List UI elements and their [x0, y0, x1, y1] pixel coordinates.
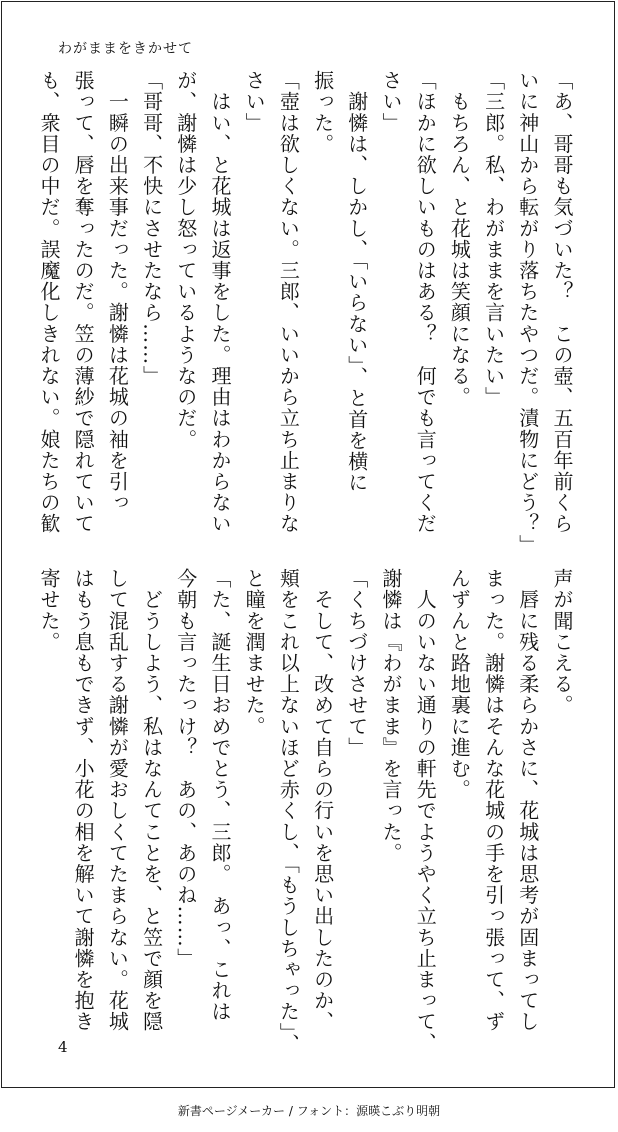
body-text-upper: 「あ、哥哥も気づいた？ この壺、五百年前くら いに神山から転がり落ちたやつだ。漬物にどう？」 「三郎。私、わがままを言いたい」 もちろん、と花城は笑顔になる。 「ほかに欲しいものはある？ 何でも言ってくだ さい」 謝憐は、しかし、「いらない」、と首を横に 振った。 「壺は欲しくない。三郎、いいから立ち止まりな さい」 はい、と花城は返事をした。理由はわからない が、謝憐は少し怒っているようなのだ。 「哥哥、不快にさせたなら……」 一瞬の出来事だった。謝憐は花城の袖を引っ 張って、唇を奪ったのだ。笠の薄紗で隠れていて も、衆目の中だ。誤魔化しきれない。娘たちの歓: [36, 70, 574, 556]
body-text-lower: 声が聞こえる。 唇に残る柔らかさに、花城は思考が固まってし まった。謝憐はそんな花城の手を引っ張って、ず んずんと路地裏に進む。 人のいない通りの軒先でようやく立ち止まって、 謝憐は『わがまま』を言った。 「くちづけさせて」 そして、改めて自らの行いを思い出したのか、 頬をこれ以上ないほど赤くし、「もうしちゃった」、 と瞳を潤ませた。 「た、誕生日おめでとう、三郎。 あっ、これは 今朝も言ったっけ？ あの、あのね……」 どうしよう、私はなんてことを、と笠で顔を隠 して混乱する謝憐が愛おしくてたまらない。花城 はもう息もできず、小花の相を解いて謝憐を抱き 寄せた。: [36, 568, 574, 1055]
page-frame: [1, 1, 615, 1088]
page-number: 4: [58, 1038, 68, 1056]
footer-credit: 新書ページメーカー / フォント：源暎こぶり明朝: [177, 1104, 441, 1118]
running-header-title: わがままをきかせて: [58, 41, 193, 57]
